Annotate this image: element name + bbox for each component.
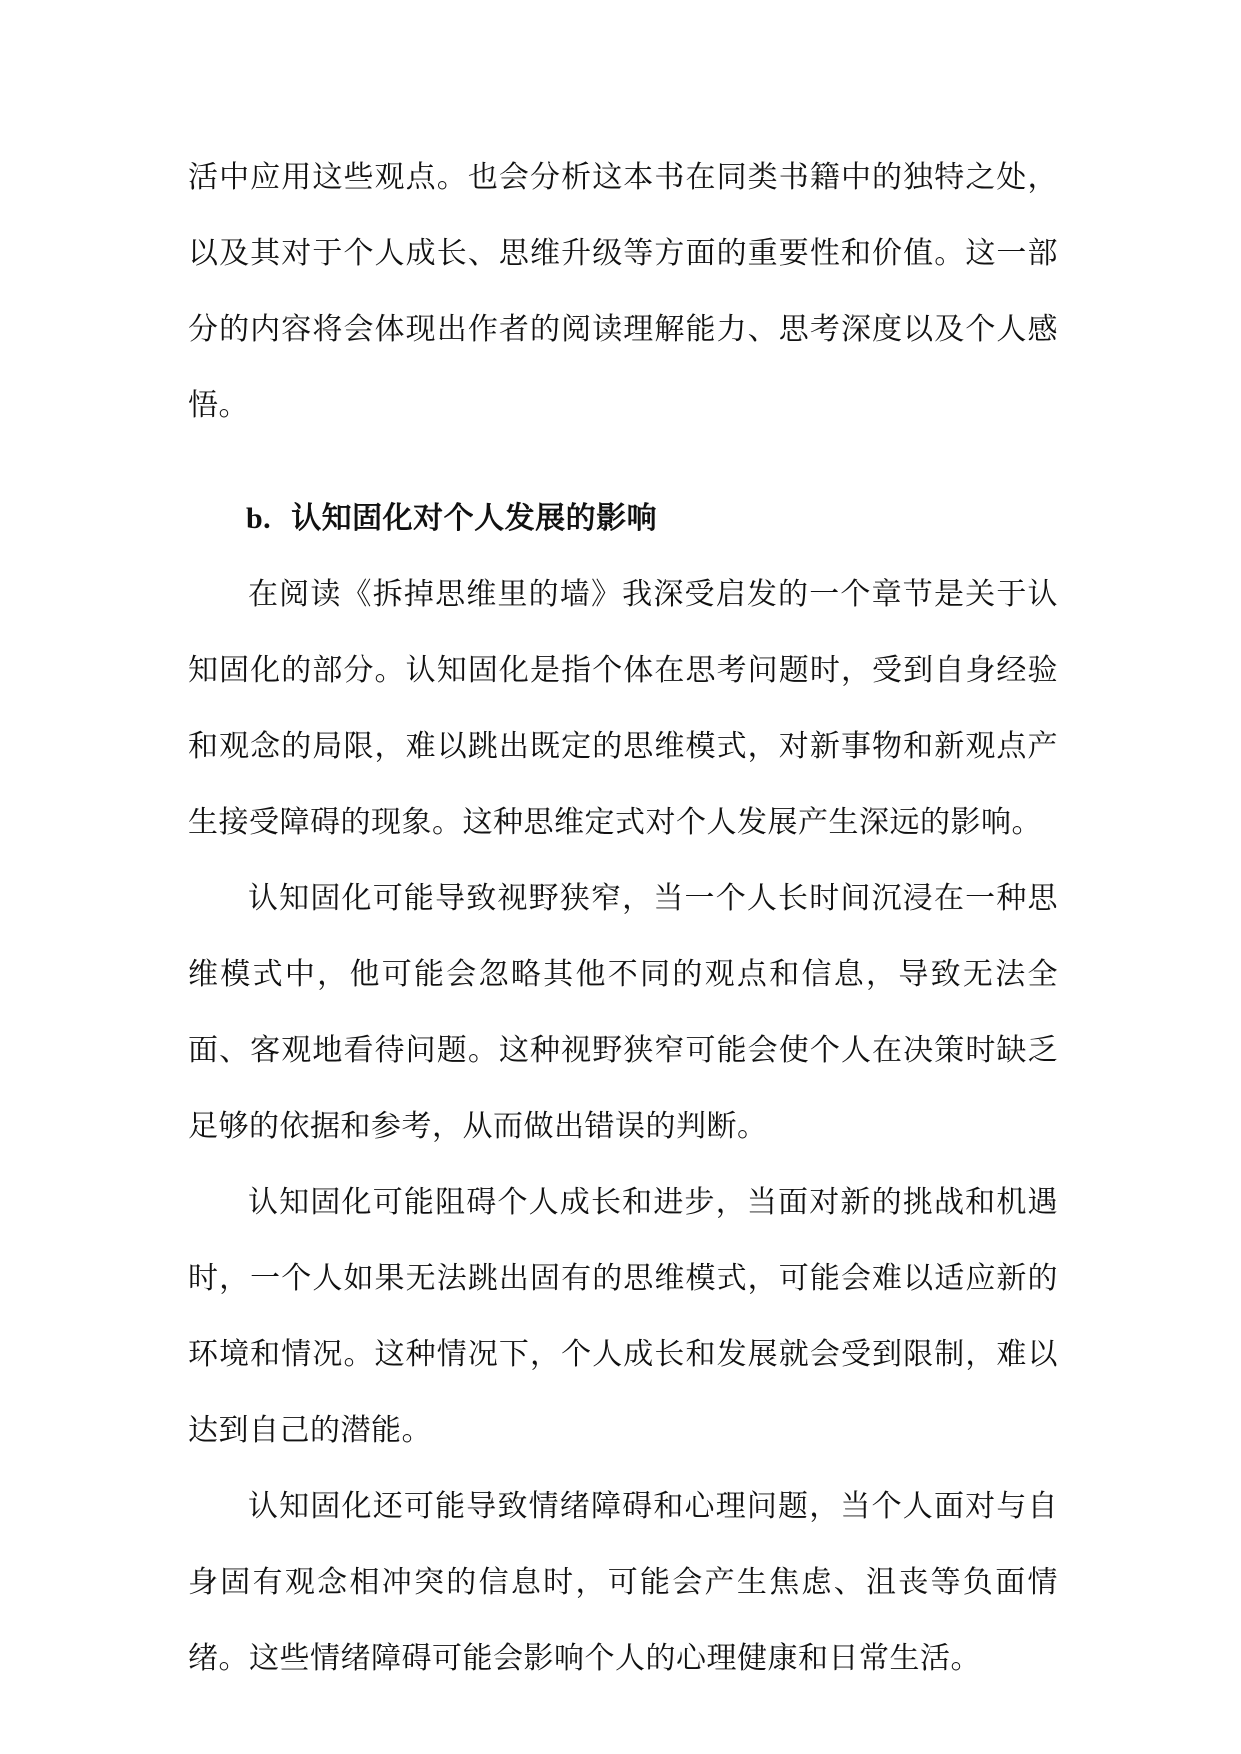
- body-paragraph: 认知固化可能导致视野狭窄，当一个人长时间沉浸在一种思维模式中，他可能会忽略其他不同的观点和信息，导致无法全面、客观地看待问题。这种视野狭窄可能会使个人在决策时缺乏足够的依据和参考，从而做出错误的判断。: [188, 881, 1058, 1144]
- intro-paragraph: 活中应用这些观点。也会分析这本书在同类书籍中的独特之处，以及其对于个人成长、思维升级等方面的重要性和价值。这一部分的内容将会体现出作者的阅读理解能力、思考深度以及个人感悟。: [188, 160, 1058, 423]
- body-paragraph: 在阅读《拆掉思维里的墙》我深受启发的一个章节是关于认知固化的部分。认知固化是指个体在思考问题时，受到自身经验和观念的局限，难以跳出既定的思维模式，对新事物和新观点产生接受障碍的现象。这种思维定式对个人发展产生深远的影响。: [188, 577, 1058, 840]
- section-title: 认知固化对个人发展的影响: [291, 501, 658, 536]
- document-body: [188, 140, 1058, 1697]
- section-heading: [188, 481, 1058, 557]
- body-paragraph: 认知固化还可能导致情绪障碍和心理问题，当个人面对与自身固有观念相冲突的信息时，可能会产生焦虑、沮丧等负面情绪。这些情绪障碍可能会影响个人的心理健康和日常生活。: [188, 1489, 1058, 1676]
- section-marker: b.: [246, 502, 272, 535]
- body-paragraph: 认知固化可能阻碍个人成长和进步，当面对新的挑战和机遇时，一个人如果无法跳出固有的思维模式，可能会难以适应新的环境和情况。这种情况下，个人成长和发展就会受到限制，难以达到自己的潜能。: [188, 1185, 1058, 1448]
